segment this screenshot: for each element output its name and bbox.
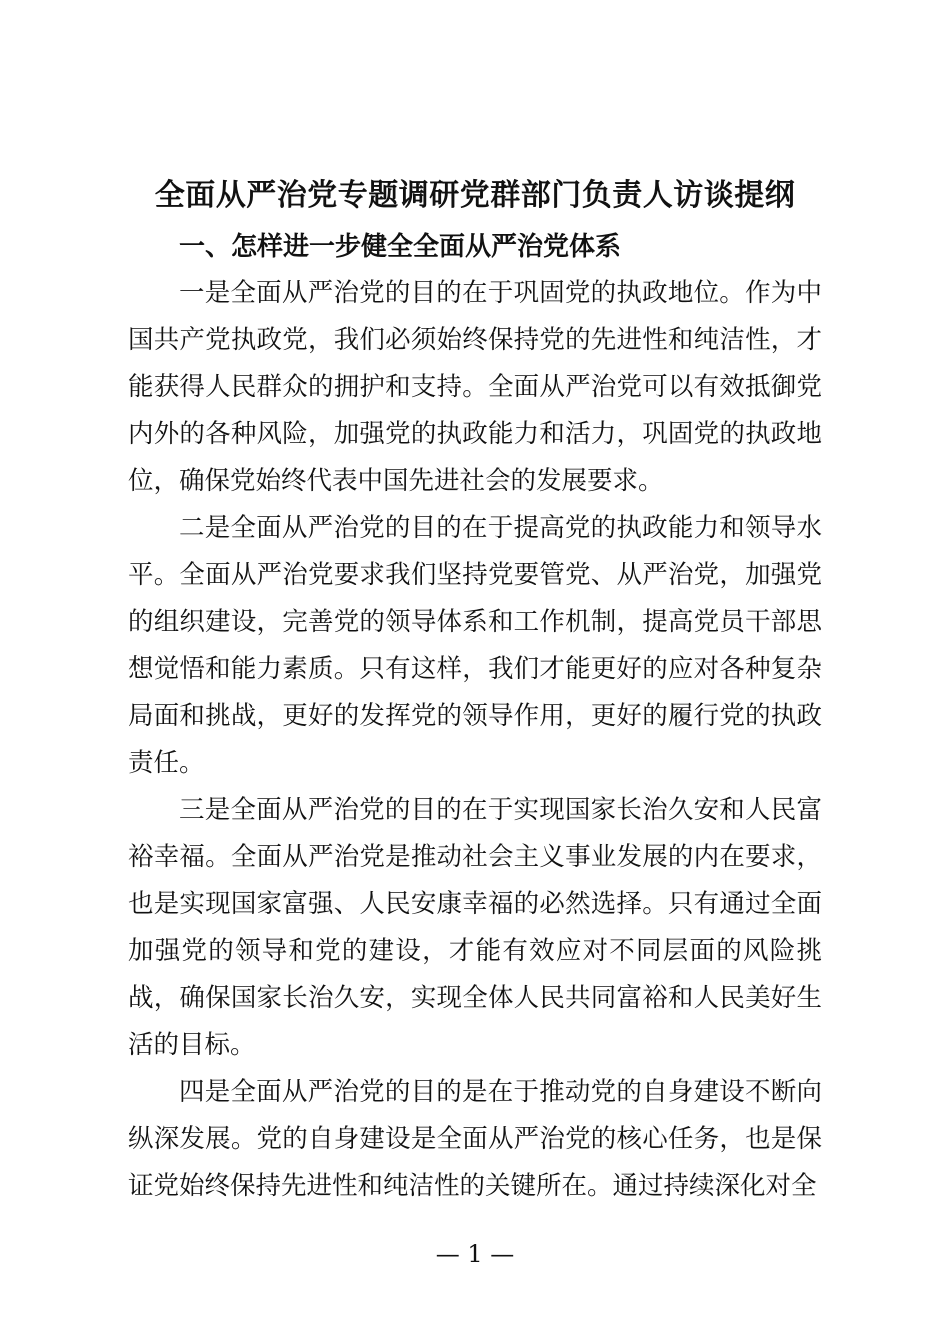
paragraph-1: 一是全面从严治党的目的在于巩固党的执政地位。作为中国共产党执政党，我们必须始终保持党的先进性和纯洁性，才能获得人民群众的拥护和支持。全面从严治党可以有效抵御党内外的各种风险，加强党的执政能力和活力，巩固党的执政地位，确保党始终代表中国先进社会的发展要求。 bbox=[128, 278, 822, 496]
document-title: 全面从严治党专题调研党群部门负责人访谈提纲 bbox=[154, 178, 796, 213]
document-body bbox=[128, 270, 822, 1210]
paragraph-2: 二是全面从严治党的目的在于提高党的执政能力和领导水平。全面从严治党要求我们坚持党要管党、从严治党，加强党的组织建设，完善党的领导体系和工作机制，提高党员干部思想觉悟和能力素质。只有这样，我们才能更好的应对各种复杂局面和挑战，更好的发挥党的领导作用，更好的履行党的执政责任。 bbox=[128, 513, 822, 778]
page-number: — 1 — bbox=[435, 1240, 515, 1268]
paragraph-3: 三是全面从严治党的目的在于实现国家长治久安和人民富裕幸福。全面从严治党是推动社会主义事业发展的内在要求，也是实现国家富强、人民安康幸福的必然选择。只有通过全面加强党的领导和党的建设，才能有效应对不同层面的风险挑战，确保国家长治久安，实现全体人民共同富裕和人民美好生活的目标。 bbox=[128, 795, 822, 1060]
section-heading: 一、怎样进一步健全全面从严治党体系 bbox=[179, 232, 622, 262]
paragraph-4: 四是全面从严治党的目的是在于推动党的自身建设不断向纵深发展。党的自身建设是全面从严治党的核心任务，也是保证党始终保持先进性和纯洁性的关键所在。通过持续深化对全 bbox=[128, 1077, 822, 1201]
